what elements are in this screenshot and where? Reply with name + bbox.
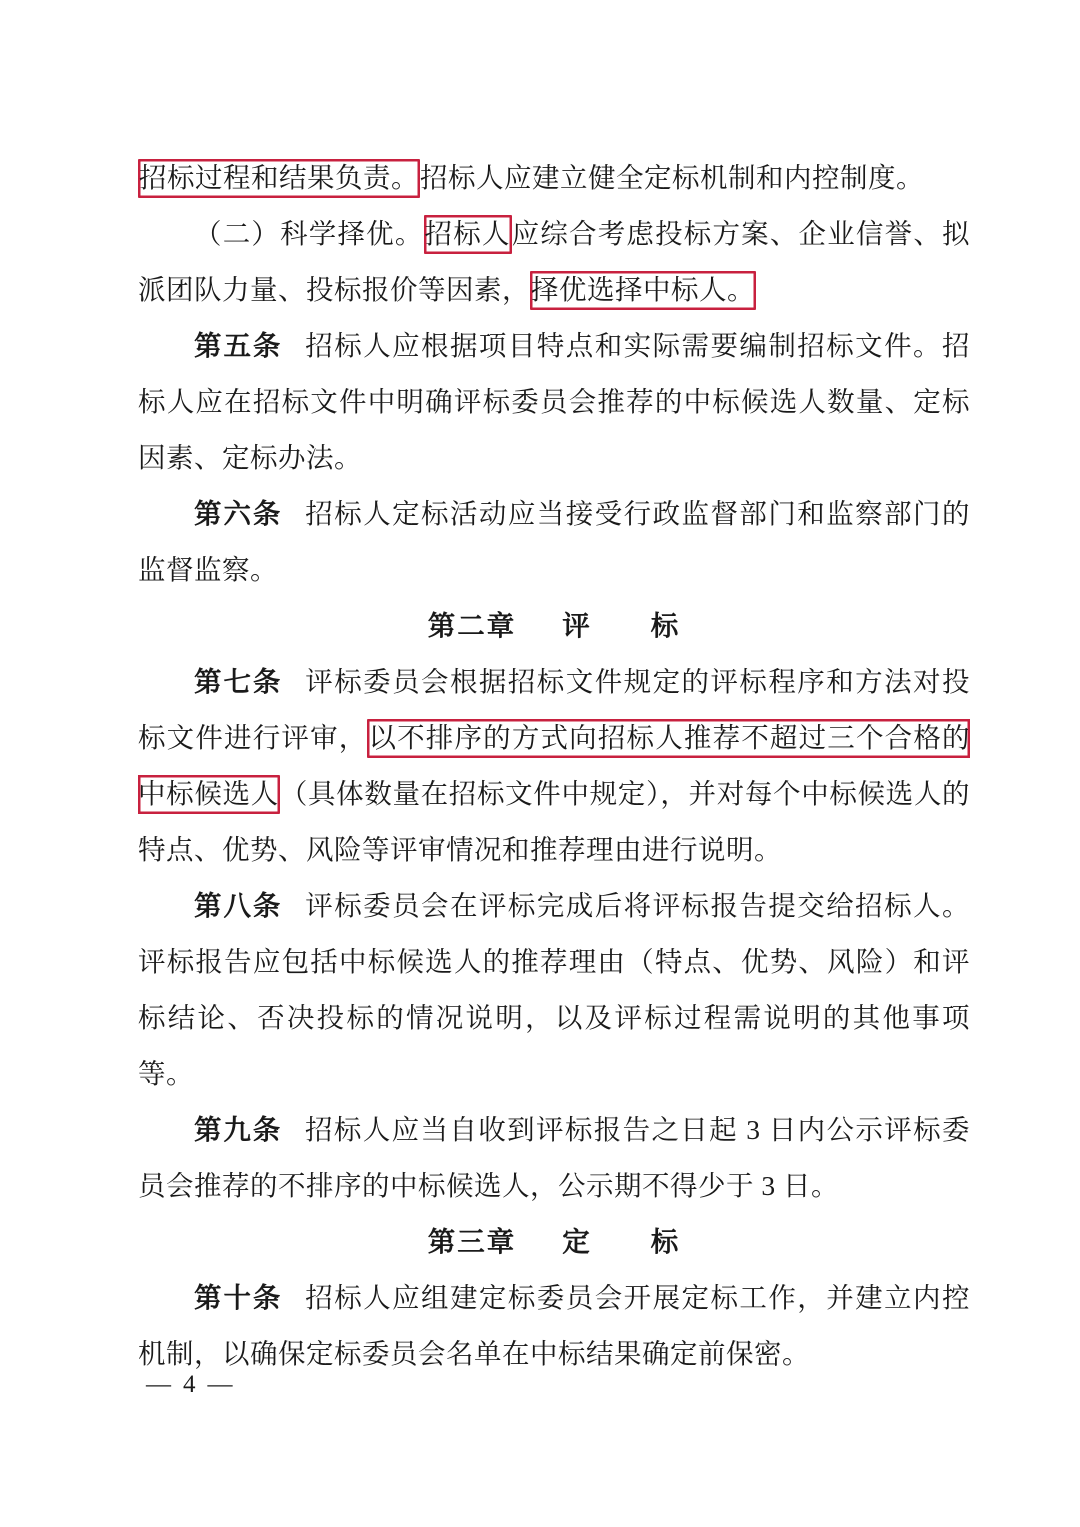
paragraph-article-6: [138, 486, 970, 598]
article-10-text: 招标人应组建定标委员会开展定标工作，并建立内控机制，以确保定标委员会名单在中标结果确定前保密。: [138, 1282, 970, 1369]
document-body: [138, 150, 970, 1382]
item-2-lead: （二）科学择优。: [194, 218, 424, 249]
footer-dash-left: —: [146, 1371, 175, 1398]
article-5-text: 招标人应根据项目特点和实际需要编制招标文件。招标人应在招标文件中明确评标委员会推荐的中标候选人数量、定标因素、定标办法。: [138, 330, 970, 473]
article-number-7: 第七条: [194, 666, 283, 697]
chapter-heading-2: [138, 598, 970, 654]
article-number-8: 第八条: [194, 890, 283, 921]
article-7-text-2: （具体数量在招标文件中规定），并对每个中标候选人的特点、优势、风险等评审情况和推荐理由进行说明。: [138, 778, 971, 865]
paragraph-article-10: [138, 1270, 970, 1382]
item-2-middle: 应综合考虑投标方案、企业信誉、拟派团队力量、投标报价等因素，: [138, 218, 971, 305]
chapter-2-title: 评 标: [562, 610, 681, 641]
article-7-text-1: 评标委员会根据招标文件规定的评标程序和方法对投标文件进行评审，: [138, 666, 970, 753]
chapter-3-label: 第三章: [427, 1226, 517, 1257]
page-number: 4: [183, 1371, 200, 1398]
article-number-10: 第十条: [194, 1282, 283, 1313]
highlight-box-3: 择优选择中标人。: [530, 271, 756, 310]
article-9-text: 招标人应当自收到评标报告之日起 3 日内公示评标委员会推荐的不排序的中标候选人，公示期不得少于 3 日。: [138, 1114, 971, 1201]
article-8-text: 评标委员会在评标完成后将评标报告提交给招标人。评标报告应包括中标候选人的推荐理由（特点、优势、风险）和评标结论、否决投标的情况说明，以及评标过程需说明的其他事项等。: [138, 890, 970, 1089]
highlight-box-4: 以不排序的方式向招标人推荐不超过三个合格的中标候选人: [138, 719, 970, 814]
paragraph-article-5: [138, 318, 970, 486]
highlight-box-1: 招标过程和结果负责。: [138, 159, 420, 198]
paragraph-article-9: [138, 1102, 970, 1214]
article-number-6: 第六条: [194, 498, 283, 529]
chapter-3-title: 定 标: [562, 1226, 681, 1257]
footer-dash-right: —: [207, 1371, 237, 1398]
highlight-box-2: 招标人: [424, 215, 512, 254]
paragraph-article-8: [138, 878, 970, 1102]
article-6-text: 招标人定标活动应当接受行政监督部门和监察部门的监督监察。: [138, 498, 970, 585]
chapter-heading-3: [138, 1214, 970, 1270]
paragraph-continuation-text: 招标人应建立健全定标机制和内控制度。: [420, 162, 924, 193]
paragraph-continuation: [138, 150, 970, 206]
paragraph-item-2: [138, 206, 970, 318]
page-footer: [138, 1371, 245, 1399]
article-number-5: 第五条: [194, 330, 283, 361]
chapter-2-label: 第二章: [427, 610, 517, 641]
article-number-9: 第九条: [194, 1114, 283, 1145]
paragraph-article-7: [138, 654, 970, 878]
